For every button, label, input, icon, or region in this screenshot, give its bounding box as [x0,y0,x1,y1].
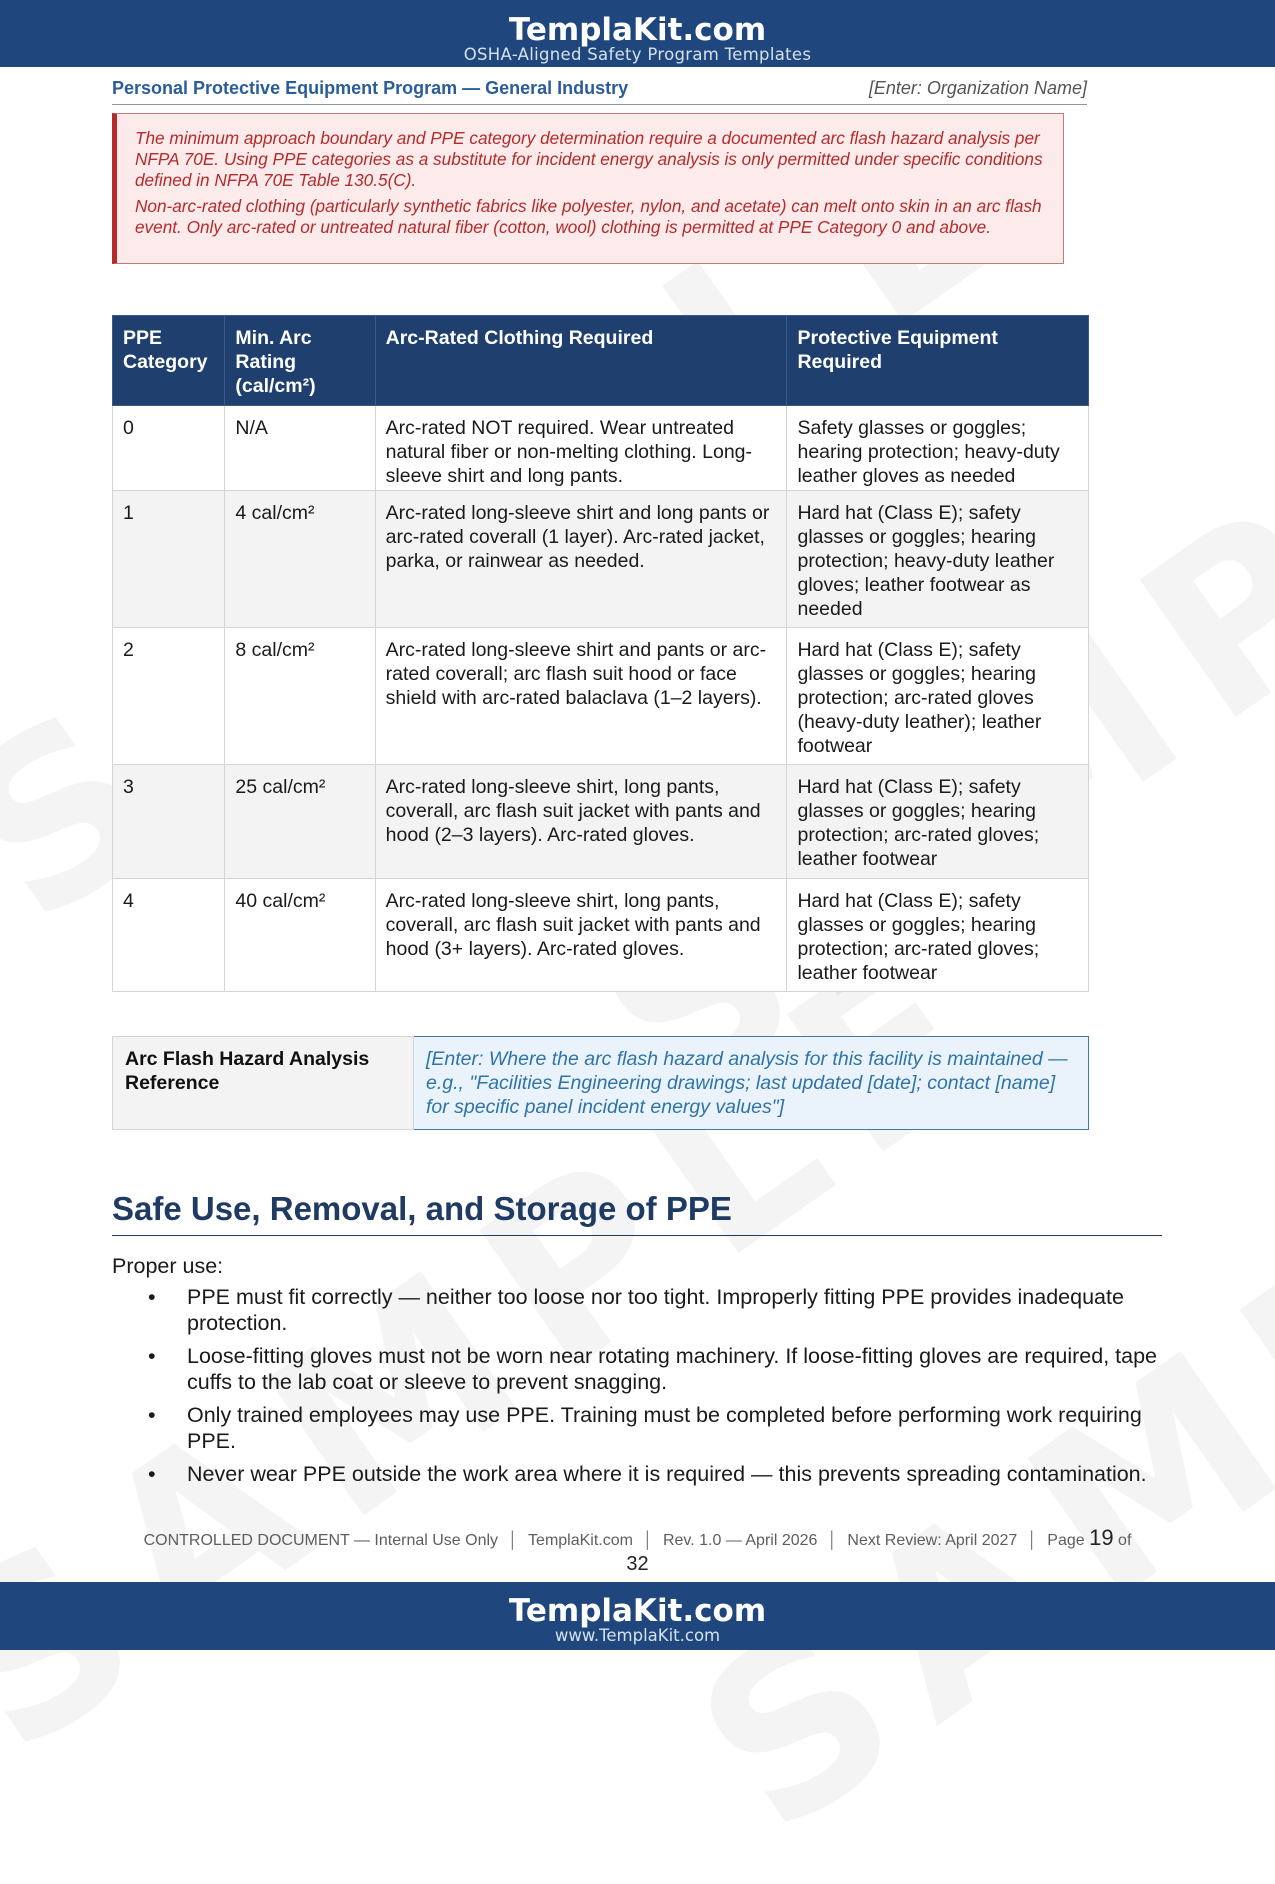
cell-arc-rating: 25 cal/cm² [225,765,375,879]
cell-equipment: Safety glasses or goggles; hearing protection; heavy-duty leather gloves as needed [787,406,1089,491]
page-footer [0,1525,1275,1574]
footer-separator: │ [1027,1532,1038,1549]
cell-category: 1 [113,491,225,628]
bullet-icon: • [148,1344,156,1368]
list-item-text: Never wear PPE outside the work area where it is required — this prevents spreading contamination. [187,1462,1147,1486]
cell-arc-rating: N/A [225,406,375,491]
bullet-icon: • [148,1462,156,1486]
table-row [113,879,1089,992]
table-header-row [113,316,1089,406]
ppe-category-table [112,315,1089,992]
footer-site: TemplaKit.com [528,1532,633,1549]
cell-equipment: Hard hat (Class E); safety glasses or goggles; hearing protection; arc-rated gloves; leather footwear [787,765,1089,879]
cell-clothing: Arc-rated NOT required. Wear untreated natural fiber or non-melting clothing. Long-sleeve shirt and long pants. [375,406,787,491]
warning-paragraph: The minimum approach boundary and PPE category determination require a documented arc flash hazard analysis per NFPA 70E. Using PPE categories as a substitute for incident energy analysis is only permitted under specific conditions defined in NFPA 70E Table 130.5(C). [135,128,1043,190]
list-item-text: Only trained employees may use PPE. Training must be completed before performing work requiring PPE. [187,1403,1142,1453]
cell-clothing: Arc-rated long-sleeve shirt and pants or arc-rated coverall; arc flash suit hood or face shield with arc-rated balaclava (1–2 layers). [375,628,787,765]
table-row [113,491,1089,628]
list-item-text: PPE must fit correctly — neither too loose nor too tight. Improperly fitting PPE provides inadequate protection. [187,1285,1124,1335]
top-brand-bar [0,0,1275,67]
organization-placeholder[interactable]: [Enter: Organization Name] [868,78,1087,98]
revision-info: Rev. 1.0 — April 2026 [662,1532,818,1549]
arc-flash-reference-table [112,1036,1089,1130]
table-row [113,628,1089,765]
column-header-equipment: Protective Equipment Required [787,316,1089,406]
column-header-arc-rating: Min. Arc Rating (cal/cm²) [225,316,375,406]
cell-category: 3 [113,765,225,879]
footer-url[interactable]: www.TemplaKit.com [554,1626,721,1645]
list-item-text: Loose-fitting gloves must not be worn near rotating machinery. If loose-fitting gloves are required, tape cuffs to the lab coat or sleeve to prevent snagging. [187,1344,1158,1394]
cell-clothing: Arc-rated long-sleeve shirt, long pants, coverall, arc flash suit jacket with pants and hood (3+ layers). Arc-rated gloves. [375,879,787,992]
section-heading: Safe Use, Removal, and Storage of PPE [112,1190,1162,1236]
bullet-icon: • [148,1285,156,1309]
cell-arc-rating: 8 cal/cm² [225,628,375,765]
footer-separator: │ [827,1532,838,1549]
page-of-label: of [1118,1532,1132,1549]
cell-equipment: Hard hat (Class E); safety glasses or goggles; hearing protection; arc-rated gloves; leather footwear [787,879,1089,992]
cell-arc-rating: 4 cal/cm² [225,491,375,628]
cell-category: 2 [113,628,225,765]
running-head [112,76,1087,105]
footer-brand-name: TemplaKit.com [508,1593,767,1629]
table-row [113,406,1089,491]
column-header-category: PPE Category [113,316,225,406]
list-item [112,1343,1162,1395]
list-item [112,1284,1162,1336]
brand-tagline: OSHA-Aligned Safety Program Templates [463,45,812,64]
table-row [113,765,1089,879]
list-item [112,1461,1162,1487]
cell-equipment: Hard hat (Class E); safety glasses or goggles; hearing protection; arc-rated gloves (heavy-duty leather); leather footwear [787,628,1089,765]
reference-label: Arc Flash Hazard Analysis Reference [113,1037,414,1130]
cell-equipment: Hard hat (Class E); safety glasses or goggles; hearing protection; heavy-duty leather gloves; leather footwear as needed [787,491,1089,628]
brand-name: TemplaKit.com [508,12,767,48]
arc-flash-warning-box [112,113,1064,264]
column-header-clothing: Arc-Rated Clothing Required [375,316,787,406]
cell-arc-rating: 40 cal/cm² [225,879,375,992]
proper-use-list [112,1284,1162,1494]
cell-category: 4 [113,879,225,992]
page-total: 32 [626,1553,649,1575]
reference-input-field[interactable]: [Enter: Where the arc flash hazard analysis for this facility is maintained — e.g., "Facilities Engineering drawings; last updated [date]; contact [name] for specific panel incident energy values"] [414,1037,1089,1130]
bottom-brand-bar [0,1582,1275,1650]
footer-separator: │ [508,1532,519,1549]
cell-category: 0 [113,406,225,491]
warning-paragraph: Non-arc-rated clothing (particularly synthetic fabrics like polyester, nylon, and acetate) can melt onto skin in an arc flash event. Only arc-rated or untreated natural fiber (cotton, wool) clothing is permitted at PPE Category 0 and above. [135,196,1042,237]
list-item [112,1402,1162,1454]
cell-clothing: Arc-rated long-sleeve shirt, long pants, coverall, arc flash suit jacket with pants and hood (2–3 layers). Arc-rated gloves. [375,765,787,879]
bullet-icon: • [148,1403,156,1427]
page-number: 19 [1089,1525,1114,1550]
document-title: Personal Protective Equipment Program — General Industry [112,78,629,98]
footer-separator: │ [642,1532,653,1549]
proper-use-label: Proper use: [112,1254,224,1278]
next-review-info: Next Review: April 2027 [847,1532,1018,1549]
page-label: Page [1047,1532,1085,1549]
cell-clothing: Arc-rated long-sleeve shirt and long pants or arc-rated coverall (1 layer). Arc-rated jacket, parka, or rainwear as needed. [375,491,787,628]
controlled-document-notice: CONTROLLED DOCUMENT — Internal Use Only [143,1532,499,1549]
